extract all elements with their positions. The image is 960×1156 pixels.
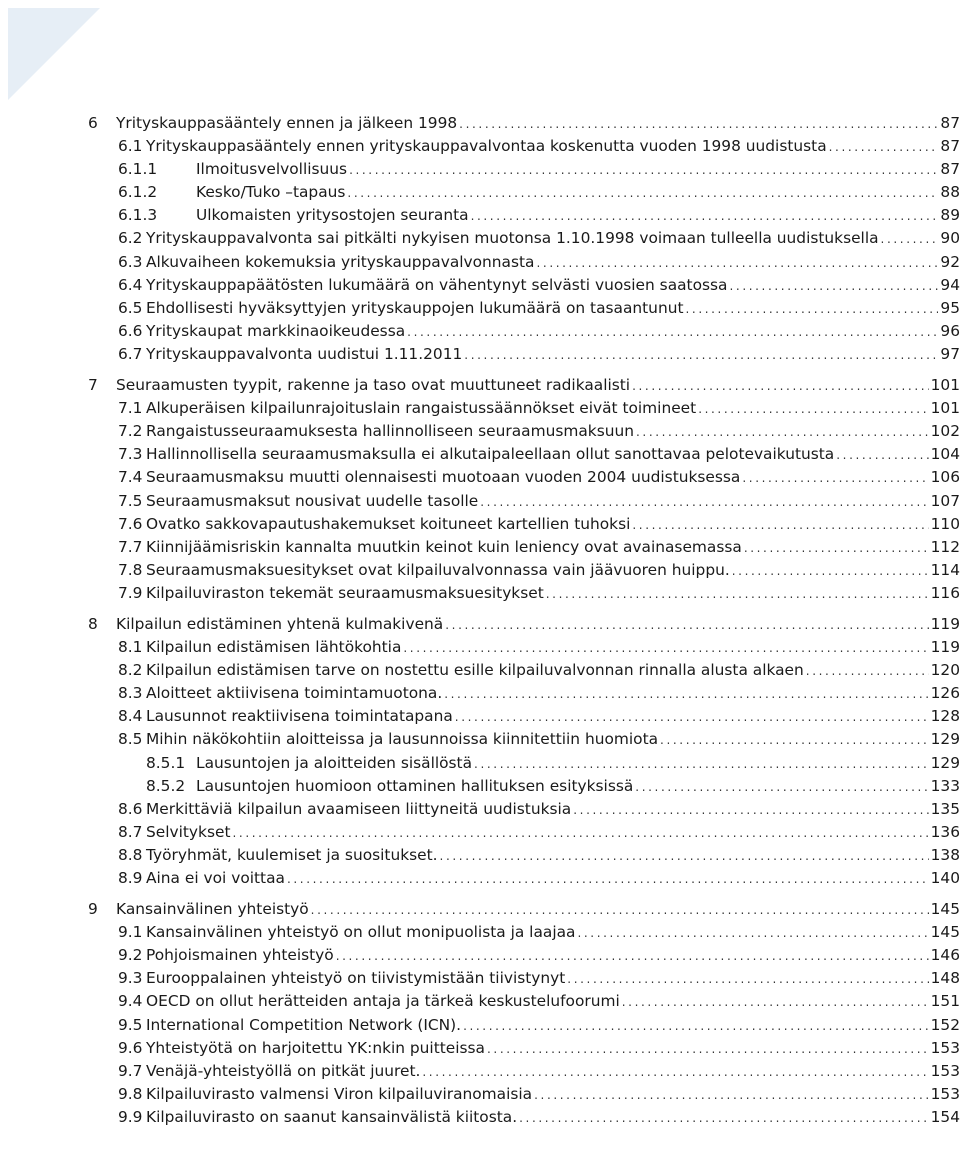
toc-entry-title: Seuraamusmaksuesitykset ovat kilpailuvalvonnassa vain jäävuoren huippu. (146, 560, 730, 579)
toc-entry-leader-line (146, 659, 960, 683)
toc-entry-page-number: 153 (930, 1084, 960, 1103)
toc-entry-page-number: 120 (930, 661, 960, 680)
dot-leader (471, 205, 939, 228)
toc-entry[interactable] (88, 466, 960, 489)
toc-entry-page-number: 129 (930, 730, 960, 749)
toc-entry-title: Lausuntojen huomioon ottaminen hallituksen esityksissä (196, 776, 634, 795)
toc-entry-number: 6.7 (118, 344, 143, 363)
toc-entry-number: 7.3 (118, 445, 143, 464)
toc-entry-number: 6.2 (118, 229, 143, 248)
toc-entry-page-number: 114 (930, 560, 960, 579)
toc-entry-number: 6.3 (118, 252, 143, 271)
toc-entry-page-number: 104 (930, 445, 960, 464)
toc-entry-page-number: 136 (930, 822, 960, 841)
toc-entry[interactable] (88, 320, 960, 343)
toc-entry-title: Yhteistyötä on harjoitettu YK:nkin puitteissa (146, 1038, 485, 1057)
toc-entry-page-number: 101 (930, 376, 960, 395)
toc-entry-number: 9.3 (118, 969, 143, 988)
toc-entry-title: Yrityskauppavalvonta sai pitkälti nykyisen muotonsa 1.10.1998 voimaan tulleella uudistuksella (146, 229, 879, 248)
toc-entry-leader-line (146, 1083, 960, 1107)
toc-entry-number: 9.2 (118, 946, 143, 965)
toc-entry-leader-line (146, 320, 960, 344)
toc-entry-title: Kilpailun edistämisen tarve on nostettu esille kilpailuvalvonnan rinnalla alusta alkaen (146, 661, 804, 680)
toc-entry-title: Seuraamusten tyypit, rakenne ja taso ovat muuttuneet radikaalisti (116, 376, 631, 395)
dot-leader (632, 375, 929, 398)
toc-entry[interactable] (88, 613, 960, 636)
toc-entry[interactable] (88, 559, 960, 582)
toc-entry-number: 6.1.2 (118, 183, 158, 202)
toc-entry-page-number: 96 (940, 321, 960, 340)
toc-entry-number: 6.1.3 (118, 206, 158, 225)
dot-leader (232, 822, 928, 845)
toc-entry-number: 9.8 (118, 1084, 143, 1103)
toc-entry-number: 7.2 (118, 422, 143, 441)
dot-leader (336, 945, 929, 968)
toc-entry[interactable] (88, 898, 960, 921)
dot-leader (881, 228, 939, 251)
toc-entry-leader-line (146, 990, 960, 1014)
dot-leader (422, 1061, 928, 1084)
toc-entry[interactable] (88, 867, 960, 890)
dot-leader (836, 444, 928, 467)
toc-entry[interactable] (88, 135, 960, 158)
dot-leader (459, 113, 938, 136)
toc-entry-number: 6.4 (118, 275, 143, 294)
toc-entry-page-number: 153 (930, 1038, 960, 1057)
toc-entry-number: 7 (88, 376, 98, 395)
toc-entry-number: 9.6 (118, 1038, 143, 1057)
toc-entry[interactable] (88, 705, 960, 728)
toc-entry-page-number: 95 (940, 298, 960, 317)
toc-entry-title: Yrityskauppavalvonta uudistui 1.11.2011 (146, 344, 463, 363)
toc-entry-number: 7.6 (118, 514, 143, 533)
toc-entry-number: 9 (88, 900, 98, 919)
toc-entry-number: 7.5 (118, 491, 143, 510)
toc-entry[interactable] (88, 1014, 960, 1037)
toc-entry[interactable] (88, 798, 960, 821)
toc-entry[interactable] (88, 490, 960, 513)
toc-entry-page-number: 153 (930, 1061, 960, 1080)
toc-entry-page-number: 151 (930, 992, 960, 1011)
toc-entry-number: 6.1.1 (118, 160, 158, 179)
dot-leader (732, 560, 929, 583)
toc-entry-page-number: 135 (930, 799, 960, 818)
toc-entry-page-number: 102 (930, 422, 960, 441)
toc-entry-title: Yrityskauppasääntely ennen ja jälkeen 1998 (116, 114, 458, 132)
toc-entry[interactable] (88, 775, 960, 798)
toc-entry-number: 8.3 (118, 684, 143, 703)
toc-entry[interactable] (88, 181, 960, 204)
dot-leader (829, 136, 939, 159)
toc-entry-number: 8.7 (118, 822, 143, 841)
toc-entry-page-number: 138 (930, 845, 960, 864)
toc-entry-leader-line (196, 158, 960, 182)
toc-entry[interactable] (88, 582, 960, 605)
dot-leader (519, 1107, 929, 1130)
toc-entry-title: Selvitykset (146, 822, 231, 841)
toc-entry[interactable] (88, 443, 960, 466)
toc-entry[interactable] (88, 844, 960, 867)
toc-entry-number: 7.1 (118, 399, 143, 418)
toc-entry-leader-line (196, 775, 960, 799)
toc-entry-title: Rangaistusseuraamuksesta hallinnolliseen seuraamusmaksuun (146, 422, 634, 441)
toc-entry[interactable] (88, 420, 960, 443)
toc-entry-number: 6.6 (118, 321, 143, 340)
toc-entry-leader-line (146, 967, 960, 991)
toc-entry-page-number: 110 (930, 514, 960, 533)
toc-entry-leader-line (146, 343, 960, 367)
toc-entry-title: Yrityskauppasääntely ennen yrityskauppavalvontaa koskenutta vuoden 1998 uudistusta (146, 137, 827, 156)
toc-entry-leader-line (146, 513, 960, 537)
toc-entry-page-number: 101 (930, 399, 960, 418)
toc-entry-page-number: 88 (940, 183, 960, 202)
dot-leader (546, 583, 929, 606)
toc-entry-page-number: 154 (930, 1107, 960, 1126)
toc-entry-leader-line (146, 297, 960, 321)
toc-entry-page-number: 116 (930, 583, 960, 602)
toc-entry-leader-line (146, 397, 960, 421)
toc-entry-title: Venäjä-yhteistyöllä on pitkät juuret. (146, 1061, 421, 1080)
dot-leader (636, 421, 929, 444)
toc-entry-number: 6.5 (118, 298, 143, 317)
toc-entry-number: 9.1 (118, 923, 143, 942)
dot-leader (474, 753, 929, 776)
toc-entry[interactable] (88, 112, 960, 135)
toc-entry-number: 8.4 (118, 707, 143, 726)
toc-entry-page-number: 90 (940, 229, 960, 248)
toc-entry-leader-line (146, 420, 960, 444)
toc-entry-leader-line (146, 443, 960, 467)
toc-entry-title: Merkittäviä kilpailun avaamiseen liittyneitä uudistuksia (146, 799, 572, 818)
toc-entry[interactable] (88, 343, 960, 366)
toc-entry[interactable] (88, 1083, 960, 1106)
toc-entry-page-number: 152 (930, 1015, 960, 1034)
toc-entry-leader-line (146, 728, 960, 752)
toc-entry-title: Työryhmät, kuulemiset ja suositukset. (146, 845, 438, 864)
toc-entry-title: International Competition Network (ICN). (146, 1015, 462, 1034)
dot-leader (480, 491, 928, 514)
toc-entry-title: Seuraamusmaksu muutti olennaisesti muotoaan vuoden 2004 uudistuksessa (146, 468, 741, 487)
toc-entry-page-number: 106 (930, 468, 960, 487)
toc-entry[interactable] (88, 227, 960, 250)
toc-entry-page-number: 140 (930, 869, 960, 887)
toc-entry-number: 8.5 (118, 730, 143, 749)
toc-entry-leader-line (146, 582, 960, 606)
toc-entry-title: Kesko/Tuko –tapaus (196, 183, 346, 202)
toc-entry-number: 9.5 (118, 1015, 143, 1034)
dot-leader (729, 275, 938, 298)
toc-entry-number: 9.9 (118, 1107, 143, 1126)
toc-entry[interactable] (88, 274, 960, 297)
toc-entry[interactable] (88, 636, 960, 659)
toc-entry[interactable] (88, 1106, 960, 1129)
dot-leader (806, 660, 929, 683)
toc-entry-leader-line (146, 821, 960, 845)
dot-leader (622, 991, 929, 1014)
dot-leader (407, 321, 938, 344)
page-corner-triangle-icon (0, 0, 120, 120)
toc-entry-title: Lausuntojen ja aloitteiden sisällöstä (196, 753, 473, 772)
dot-leader (660, 729, 929, 752)
toc-entry[interactable] (88, 536, 960, 559)
dot-leader (632, 514, 928, 537)
toc-entry-title: Kansainvälinen yhteistyö (116, 900, 309, 919)
toc-entry-page-number: 87 (940, 160, 960, 179)
toc-entry[interactable] (88, 158, 960, 181)
dot-leader (698, 398, 928, 421)
toc-entry-title: Kiinnijäämisriskin kannalta muutkin keinot kuin leniency ovat avainasemassa (146, 537, 742, 556)
dot-leader (573, 799, 928, 822)
dot-leader (463, 1015, 929, 1038)
toc-entry[interactable] (88, 513, 960, 536)
toc-entry-title: Yrityskauppapäätösten lukumäärä on vähentynyt selvästi vuosien saatossa (146, 275, 728, 294)
dot-leader (534, 1084, 929, 1107)
dot-leader (311, 899, 929, 922)
toc-entry-title: Kansainvälinen yhteistyö on ollut monipuolista ja laajaa (146, 923, 576, 942)
toc-entry-title: Ilmoitusvelvollisuus (196, 160, 348, 179)
toc-entry-leader-line (146, 1014, 960, 1038)
toc-entry-leader-line (116, 112, 960, 136)
toc-entry-title: Ulkomaisten yritysostojen seuranta (196, 206, 469, 225)
dot-leader (487, 1038, 929, 1061)
toc-entry-leader-line (146, 1106, 960, 1130)
toc-entry-leader-line (196, 204, 960, 228)
toc-entry-number: 8 (88, 614, 98, 633)
toc-entry[interactable] (88, 397, 960, 420)
toc-entry-title: Hallinnollisella seuraamusmaksulla ei alkutaipaleellaan ollut sanottavaa pelotevaikutusta (146, 445, 835, 464)
toc-entry-leader-line (146, 251, 960, 275)
toc-entry-number: 8.5.1 (146, 753, 186, 772)
toc-entry[interactable] (88, 659, 960, 682)
toc-entry-leader-line (146, 1060, 960, 1084)
toc-entry-page-number: 145 (930, 900, 960, 919)
toc-entry[interactable] (88, 1060, 960, 1083)
toc-entry-leader-line (146, 536, 960, 560)
toc-entry-title: Pohjoismainen yhteistyö (146, 946, 334, 965)
toc-entry-title: Kilpailuvirasto valmensi Viron kilpailuviranomaisia (146, 1084, 533, 1103)
toc-entry-title: Ovatko sakkovapautushakemukset koituneet kartellien tuhoksi (146, 514, 631, 533)
toc-entry-leader-line (146, 944, 960, 968)
dot-leader (635, 776, 928, 799)
toc-entry[interactable] (88, 1037, 960, 1060)
dot-leader (455, 706, 929, 729)
toc-entry-number: 9.4 (118, 992, 143, 1011)
toc-entry-leader-line (146, 682, 960, 706)
toc-entry[interactable] (88, 752, 960, 775)
toc-entry-number: 8.1 (118, 638, 143, 657)
dot-leader (567, 968, 928, 991)
toc-entry-title: Aloitteet aktiivisena toimintamuotona. (146, 684, 443, 703)
toc-entry-number: 7.7 (118, 537, 143, 556)
toc-entry-leader-line (146, 227, 960, 251)
dot-leader (444, 683, 928, 706)
toc-entry-leader-line (116, 898, 960, 922)
toc-entry-leader-line (116, 374, 960, 398)
toc-entry-leader-line (146, 705, 960, 729)
toc-entry-page-number: 128 (930, 707, 960, 726)
toc-entry-title: Eurooppalainen yhteistyö on tiivistymistään tiivistynyt (146, 969, 566, 988)
toc-entry-title: Mihin näkökohtiin aloitteissa ja lausunnoissa kiinnitettiin huomiota (146, 730, 659, 749)
toc-entry-title: Kilpailun edistäminen yhtenä kulmakivenä (116, 614, 444, 633)
toc-entry[interactable] (88, 251, 960, 274)
toc-entry-leader-line (146, 135, 960, 159)
toc-entry-title: Kilpailuvirasto on saanut kansainvälistä kiitosta. (146, 1107, 518, 1126)
toc-entry-page-number: 129 (930, 753, 960, 772)
toc-entry-leader-line (146, 798, 960, 822)
toc-entry-page-number: 148 (930, 969, 960, 988)
dot-leader (445, 614, 928, 637)
toc-entry-page-number: 92 (940, 252, 960, 271)
toc-entry-leader-line (146, 636, 960, 660)
toc-entry-number: 6.1 (118, 137, 143, 156)
toc-entry-number: 7.9 (118, 583, 143, 602)
toc-entry-number: 9.7 (118, 1061, 143, 1080)
dot-leader (403, 637, 928, 660)
toc-entry[interactable] (88, 204, 960, 227)
toc-entry-page-number: 145 (930, 923, 960, 942)
toc-entry-title: Ehdollisesti hyväksyttyjen yrityskauppojen lukumäärä on tasaantunut (146, 298, 684, 317)
toc-entry[interactable] (88, 821, 960, 844)
toc-entry-title: Alkuvaiheen kokemuksia yrityskauppavalvonnasta (146, 252, 535, 271)
toc-entry-title: Lausunnot reaktiivisena toimintatapana (146, 707, 453, 726)
toc-entry[interactable] (88, 682, 960, 705)
toc-entry-page-number: 112 (930, 537, 960, 556)
toc-entry[interactable] (88, 374, 960, 397)
toc-entry-leader-line (146, 1037, 960, 1061)
toc-entry-page-number: 119 (930, 614, 960, 633)
toc-entry[interactable] (88, 921, 960, 944)
toc-entry-number: 6 (88, 114, 98, 132)
dot-leader (577, 922, 928, 945)
toc-entry-leader-line (146, 466, 960, 490)
dot-leader (347, 182, 938, 205)
table-of-contents (88, 112, 960, 1129)
dot-leader (744, 537, 929, 560)
toc-entry-page-number: 94 (940, 275, 960, 294)
toc-entry-page-number: 119 (930, 638, 960, 657)
dot-leader (464, 344, 938, 367)
toc-entry-page-number: 107 (930, 491, 960, 510)
toc-entry-title: Seuraamusmaksut nousivat uudelle tasolle (146, 491, 479, 510)
toc-entry-leader-line (146, 867, 960, 891)
dot-leader (742, 467, 928, 490)
toc-entry-number: 7.4 (118, 468, 143, 487)
toc-entry-title: Yrityskaupat markkinaoikeudessa (146, 321, 406, 340)
toc-entry[interactable] (88, 967, 960, 990)
toc-entry-number: 8.6 (118, 799, 143, 818)
toc-entry-number: 8.5.2 (146, 776, 186, 795)
toc-entry-number: 8.2 (118, 661, 143, 680)
toc-entry-page-number: 87 (940, 137, 960, 156)
toc-entry-page-number: 97 (940, 344, 960, 363)
toc-entry[interactable] (88, 728, 960, 751)
toc-entry-page-number: 126 (930, 684, 960, 703)
toc-entry-title: Alkuperäisen kilpailunrajoituslain rangaistussäännökset eivät toimineet (146, 399, 697, 418)
toc-entry-leader-line (116, 613, 960, 637)
toc-entry-leader-line (196, 181, 960, 205)
toc-entry-leader-line (146, 921, 960, 945)
toc-entry[interactable] (88, 944, 960, 967)
toc-entry-title: Kilpailun edistämisen lähtökohtia (146, 638, 402, 657)
toc-entry-leader-line (146, 559, 960, 583)
toc-entry-title: Aina ei voi voittaa (146, 869, 285, 887)
toc-entry-number: 7.8 (118, 560, 143, 579)
dot-leader (287, 868, 929, 891)
toc-entry-number: 8.8 (118, 845, 143, 864)
toc-entry-page-number: 133 (930, 776, 960, 795)
dot-leader (536, 252, 938, 275)
toc-entry-leader-line (146, 274, 960, 298)
toc-entry-leader-line (146, 844, 960, 868)
dot-leader (685, 298, 938, 321)
toc-entry-page-number: 146 (930, 946, 960, 965)
toc-entry[interactable] (88, 990, 960, 1013)
toc-entry-page-number: 87 (940, 114, 960, 132)
toc-entry-number: 8.9 (118, 869, 143, 887)
toc-entry[interactable] (88, 297, 960, 320)
toc-entry-leader-line (196, 752, 960, 776)
toc-entry-page-number: 89 (940, 206, 960, 225)
toc-entry-title: OECD on ollut herätteiden antaja ja tärkeä keskustelufoorumi (146, 992, 620, 1011)
dot-leader (349, 159, 938, 182)
toc-entry-title: Kilpailuviraston tekemät seuraamusmaksuesitykset (146, 583, 544, 602)
dot-leader (440, 845, 929, 868)
toc-entry-leader-line (146, 490, 960, 514)
